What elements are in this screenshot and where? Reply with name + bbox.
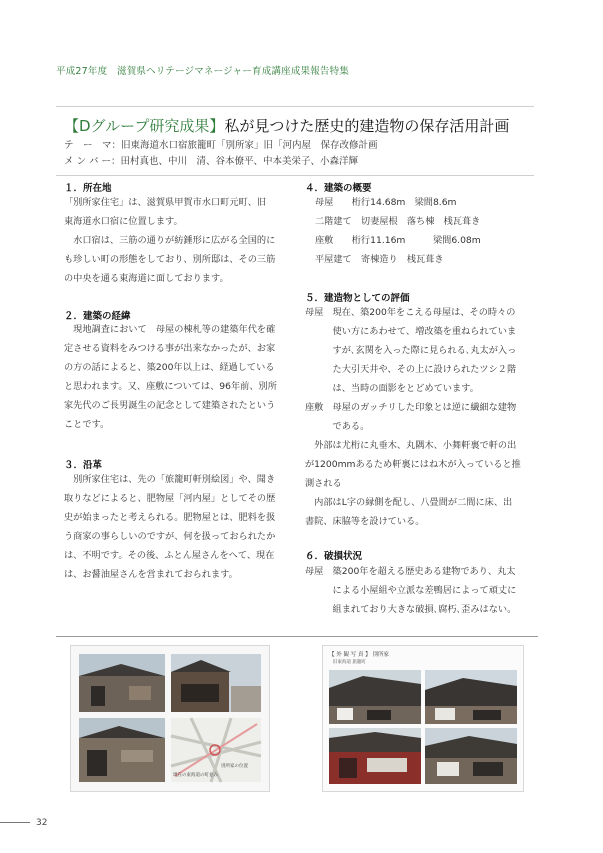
text-line: 測される: [305, 478, 342, 489]
exterior-photo-caption: 【 外 観 写 真 】 別所家: [329, 652, 389, 658]
text-line: 定させる資料をみつける事が出来なかったが、お家: [64, 343, 276, 354]
text-line: は、不明です。その後、ふとん屋さんをへて、現在: [64, 550, 275, 561]
exterior-photo-collage: [323, 666, 523, 791]
text-line: 外部は尤桁に丸垂木、丸隅木、小舞軒裏で軒の出: [305, 440, 517, 451]
text-line: が1200mmあるため軒裏にはね木が入っていると推: [305, 459, 521, 470]
section-4-body: [315, 193, 481, 269]
page-number-rule: [0, 822, 30, 823]
section-6-heading: ６．破損状況: [305, 551, 363, 562]
text-line: 史が始まったと考えられる。肥物屋とは、肥料を扱: [64, 512, 276, 523]
section-5-heading: ５．建造物としての評価: [305, 293, 410, 304]
title-main: 私が見つけた歴史的建造物の保存活用計画: [224, 117, 510, 135]
exterior-photo-subcaption: 旧東海道 旅籠町: [333, 660, 366, 665]
text-line: 母屋 築200年を超える歴史ある建物であり、丸太: [305, 566, 516, 577]
section-5-body: [305, 303, 521, 531]
text-line: は、当時の面影をとどめています。: [305, 383, 479, 394]
text-line: 家先代のご長男誕生の記念として建築されたという: [64, 400, 276, 411]
text-line: 座敷 桁行11.16m 梁間6.08m: [315, 235, 481, 246]
text-line: 現地調査において 母屋の棟札等の建築年代を確: [64, 324, 276, 335]
theme-line: テ ー マ：旧東海道水口宿旅籠町「別所家」旧「河内屋 保存改修計画: [64, 140, 378, 151]
text-line: う商家の事らしいのですが、何を扱っておられたか: [64, 531, 276, 542]
location-photos-figure: [70, 645, 270, 792]
text-line: すが､玄関を入った際に見られる､丸太が入っ: [305, 345, 517, 356]
text-line: も珍しい町の形態をしており、別所邸は、その三筋: [64, 254, 276, 265]
page-title: [64, 115, 509, 136]
text-line: 水口宿は、三筋の通りが紡錘形に広がる全国的に: [64, 235, 276, 246]
text-line: 二階建て 切妻屋根 落ち棟 桟瓦葺き: [315, 216, 481, 227]
text-line: 東海道水口宿に位置します。: [64, 216, 183, 227]
text-line: 取りなどによると、肥物屋「河内屋」としてその歴: [64, 493, 276, 504]
exterior-photos-figure: [322, 645, 524, 792]
text-line: の方の話によると、築200年以上は、経過している: [64, 362, 275, 373]
section-1-heading: １．所在地: [64, 183, 112, 194]
map-label-street: 現在の東海道の町並み: [173, 773, 218, 778]
text-line: 別所家住宅は、先の「旅籠町軒別絵図」や、聞き: [64, 474, 276, 485]
page-header: 平成27年度 滋賀県ヘリテージマネージャー育成講座成果報告特集: [56, 66, 350, 77]
section-2-heading: ２．建築の経緯: [64, 311, 131, 322]
text-line: 母屋 桁行14.68m 梁間8.6m: [315, 197, 457, 208]
text-line: の中央を通る東海道に面しております。: [64, 273, 229, 284]
text-line: 組まれており大きな破損､腐朽､歪みはない。: [305, 604, 517, 615]
text-line: ことです。: [64, 419, 110, 430]
text-line: と思われます。又、座敷については、96年前、別所: [64, 381, 277, 392]
text-line: 使い方にあわせて、増改築を重ねられていま: [305, 326, 517, 337]
section-3-heading: ３．沿革: [64, 460, 103, 471]
page-number: 32: [36, 818, 48, 828]
title-bracket: 【Dグループ研究成果】: [64, 117, 225, 135]
text-line: である。: [305, 421, 370, 432]
text-line: 平屋建て 寄棟造り 桟瓦葺き: [315, 254, 444, 265]
text-line: 母屋 現在、築200年をこえる母屋は、その時々の: [305, 307, 516, 318]
section-2-body: [64, 320, 277, 434]
text-line: 書院、床脇等を設けている。: [305, 516, 425, 527]
text-line: は、お醤油屋さんを営まれておられます。: [64, 569, 238, 580]
section-divider: [56, 636, 538, 637]
text-line: 「別所家住宅」は、滋賀県甲賀市水口町元町、旧: [64, 197, 267, 208]
text-line: た大引天井や、その上に設けられたツシ２階: [305, 364, 517, 375]
section-4-heading: ４．建築の概要: [305, 183, 372, 194]
map-label-location: 別所家の位置: [221, 764, 248, 769]
text-line: による小屋組や立派な差鴨居によって頑丈に: [305, 585, 517, 596]
members-line: メ ン バ ー：田村真也、中川 清、谷本僚平、中本美栄子、小森洋輝: [64, 156, 359, 167]
section-1-body: [64, 193, 275, 288]
section-3-body: [64, 470, 275, 584]
street-photo-collage: [71, 646, 269, 791]
section-6-body: [305, 562, 516, 619]
text-line: 座敷 母屋のガッチリした印象とは逆に繊細な建物: [305, 402, 517, 413]
text-line: 内部はL字の縁側を配し、八畳間が二間に床、出: [305, 497, 513, 508]
